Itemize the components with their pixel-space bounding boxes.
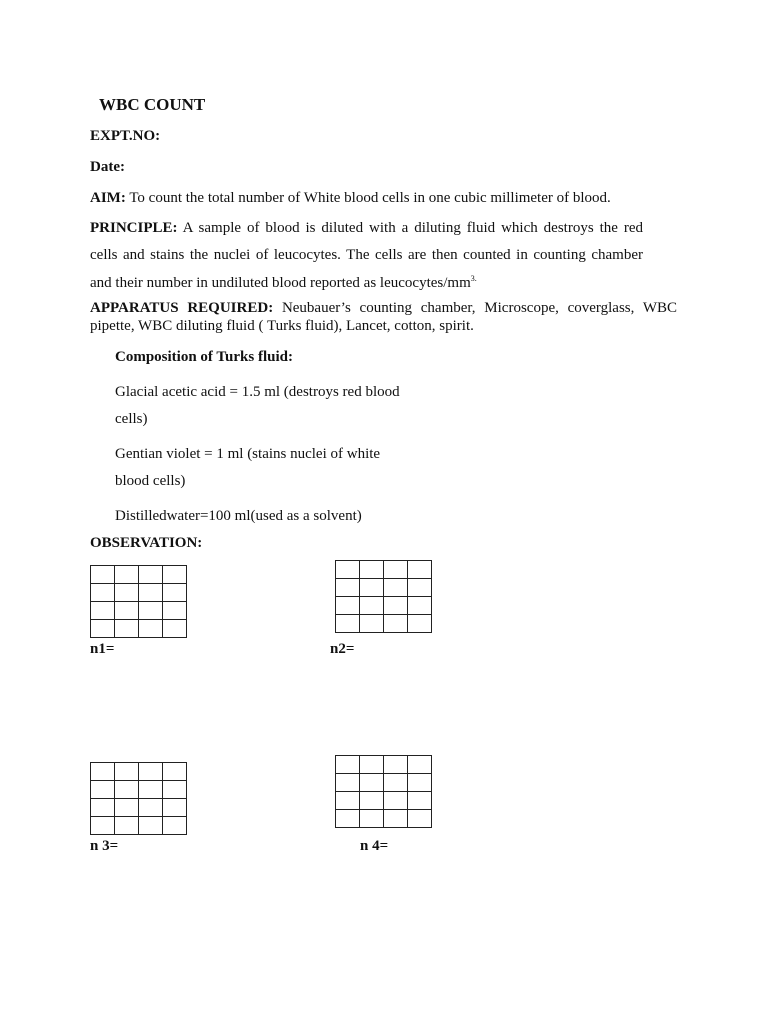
- apparatus-line-1: [90, 300, 677, 317]
- composition-heading: Composition of Turks fluid:: [115, 349, 293, 365]
- principle-line-1: [90, 220, 643, 237]
- gentian-violet-line-1: Gentian violet = 1 ml (stains nuclei of white: [115, 446, 381, 462]
- page-title: WBC COUNT: [99, 95, 206, 114]
- glacial-acid-line-1: Glacial acetic acid = 1.5 ml (destroys red blood: [115, 384, 400, 400]
- aim-text: To count the total number of White blood cells in one cubic millimeter of blood.: [129, 190, 611, 206]
- principle-label: PRINCIPLE:: [90, 220, 178, 236]
- expt-no-label: EXPT.NO:: [90, 128, 161, 144]
- gentian-violet-line-2: blood cells): [115, 473, 186, 489]
- counting-grid-1: [90, 565, 187, 638]
- aim-label: AIM:: [90, 190, 126, 206]
- n1-label: n1=: [90, 641, 115, 657]
- principle-text-3: and their number in undiluted blood reported as leucocytes/mm: [90, 275, 471, 291]
- apparatus-line-2: pipette, WBC diluting fluid ( Turks fluid), Lancet, cotton, spirit.: [90, 318, 474, 334]
- n3-label: n 3=: [90, 838, 119, 854]
- apparatus-label: APPARATUS REQUIRED:: [90, 300, 274, 316]
- glacial-acid-line-2: cells): [115, 411, 148, 427]
- counting-grid-2: [335, 560, 432, 633]
- n4-label: n 4=: [360, 838, 389, 854]
- cubic-superscript: 3.: [470, 274, 477, 283]
- principle-line-3: [90, 274, 477, 292]
- apparatus-text-1: Neubauer’s counting chamber, Microscope, coverglass, WBC: [281, 300, 678, 316]
- principle-text-1: A sample of blood is diluted with a diluting fluid which destroys the red: [182, 220, 643, 236]
- n2-label: n2=: [330, 641, 355, 657]
- counting-grid-3: [90, 762, 187, 835]
- distilled-water-line: Distilledwater=100 ml(used as a solvent): [115, 508, 362, 524]
- principle-line-2: cells and stains the nuclei of leucocytes. The cells are then counted in counting chamber: [90, 247, 643, 263]
- counting-grid-4: [335, 755, 432, 828]
- aim-paragraph: [90, 190, 611, 207]
- observation-label: OBSERVATION:: [90, 535, 203, 551]
- date-label: Date:: [90, 159, 125, 175]
